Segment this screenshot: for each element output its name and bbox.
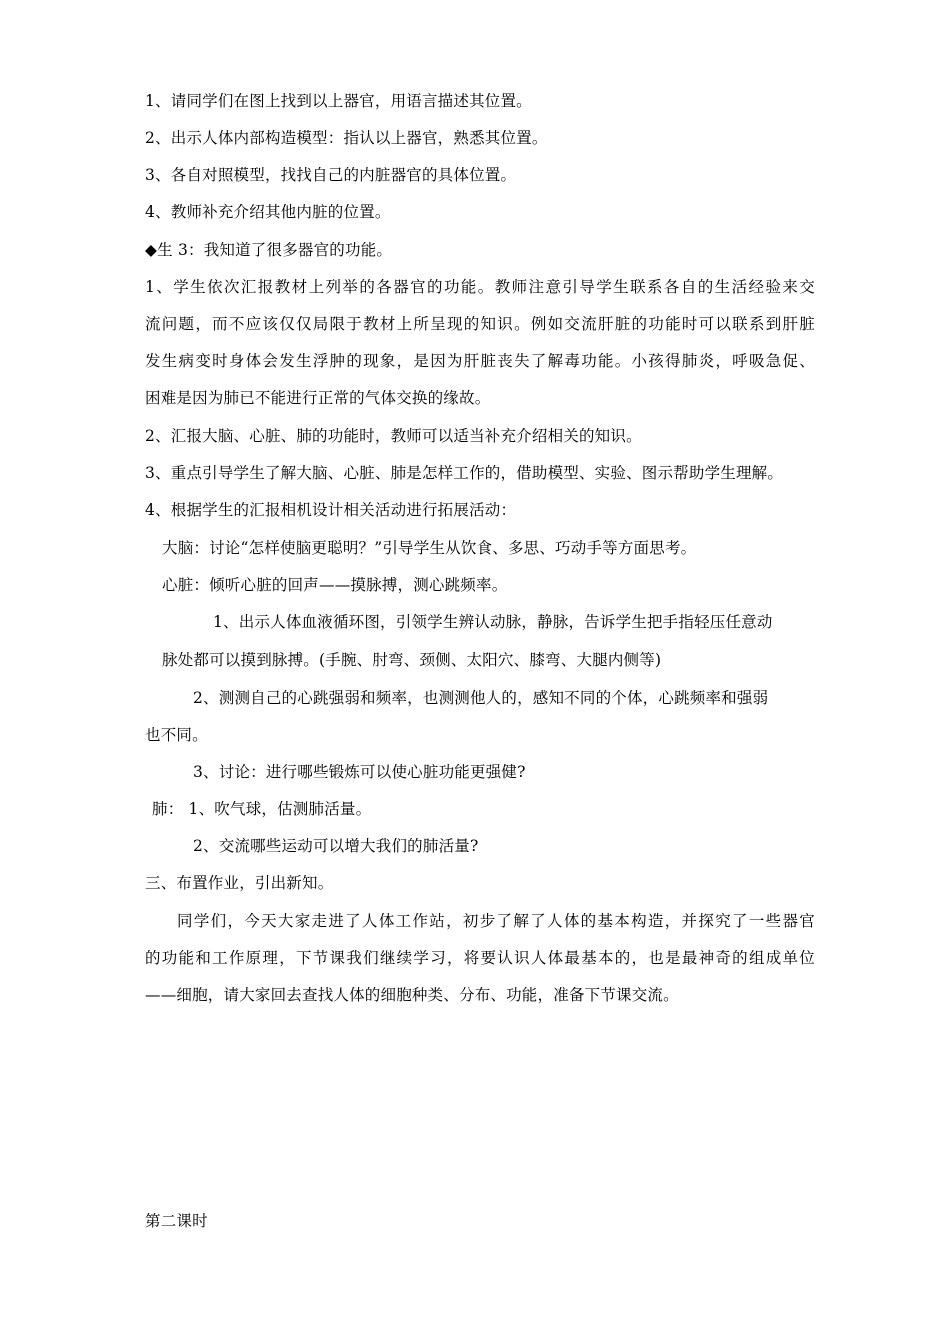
paragraph-report-line-3: 发生病变时身体会发生浮肿的现象，是因为肝脏丧失了解毒功能。小孩得肺炎，呼吸急促、 — [145, 352, 815, 370]
paragraph-report-line-1: 1、学生依次汇报教材上列举的各器官的功能。教师注意引导学生联系各自的生活经验来交 — [145, 278, 815, 296]
heart-step-2-line-1: 2、测测自己的心跳强弱和频率，也测测他人的，感知不同的个体，心跳频率和强弱 — [193, 689, 769, 707]
step-3-guide-understanding: 3、重点引导学生了解大脑、心脏、肺是怎样工作的，借助模型、实验、图示帮助学生理解。 — [145, 464, 784, 482]
closing-paragraph-line-3: ——细胞，请大家回去查找人体的细胞种类、分布、功能，准备下节课交流。 — [145, 986, 679, 1004]
heart-step-1-line-2: 脉处都可以摸到脉搏。(手腕、肘弯、颈侧、太阳穴、膝弯、大腿内侧等) — [162, 651, 662, 669]
heart-step-3-discussion: 3、讨论：进行哪些锻炼可以使心脏功能更强健? — [193, 763, 526, 781]
heart-step-2-line-2: 也不同。 — [145, 726, 208, 744]
second-lesson-heading: 第二课时 — [145, 1212, 208, 1230]
closing-paragraph-line-1: 同学们，今天大家走进了人体工作站，初步了解了人体的基本构造，并探究了一些器官 — [177, 912, 815, 930]
section-three-homework: 三、布置作业，引出新知。 — [145, 874, 334, 892]
step-1-locate-organs: 1、请同学们在图上找到以上器官，用语言描述其位置。 — [145, 92, 532, 110]
step-2-show-model: 2、出示人体内部构造模型：指认以上器官，熟悉其位置。 — [145, 129, 548, 147]
paragraph-report-line-2: 流问题，而不应该仅仅局限于教材上所呈现的知识。例如交流肝脏的功能时可以联系到肝脏 — [145, 315, 815, 333]
lung-step-2: 2、交流哪些运动可以增大我们的肺活量? — [193, 837, 479, 855]
closing-paragraph-line-2: 的功能和工作原理，下节课我们继续学习，将要认识人体最基本的，也是最神奇的组成单位 — [145, 949, 815, 967]
lung-step-1: 肺： 1、吹气球，估测肺活量。 — [152, 800, 372, 818]
paragraph-report-line-4: 困难是因为肺已不能进行正常的气体交换的缘故。 — [145, 389, 491, 407]
brain-discussion: 大脑：讨论“怎样使脑更聪明？”引导学生从饮食、多思、巧动手等方面思考。 — [162, 539, 697, 557]
section-heading-student-3: ◆生 3：我知道了很多器官的功能。 — [145, 241, 393, 259]
heart-step-1-line-1: 1、出示人体血液循环图，引领学生辨认动脉，静脉，告诉学生把手指轻压任意动 — [213, 613, 773, 631]
heart-heading: 心脏：倾听心脏的回声——摸脉搏，测心跳频率。 — [162, 576, 508, 594]
step-2-report-functions: 2、汇报大脑、心脏、肺的功能时，教师可以适当补充介绍相关的知识。 — [145, 427, 642, 445]
step-3-compare-model: 3、各自对照模型，找找自己的内脏器官的具体位置。 — [145, 166, 517, 184]
step-4-teacher-supplement: 4、教师补充介绍其他内脏的位置。 — [145, 203, 391, 221]
step-4-extension-activities: 4、根据学生的汇报相机设计相关活动进行拓展活动： — [145, 501, 517, 519]
